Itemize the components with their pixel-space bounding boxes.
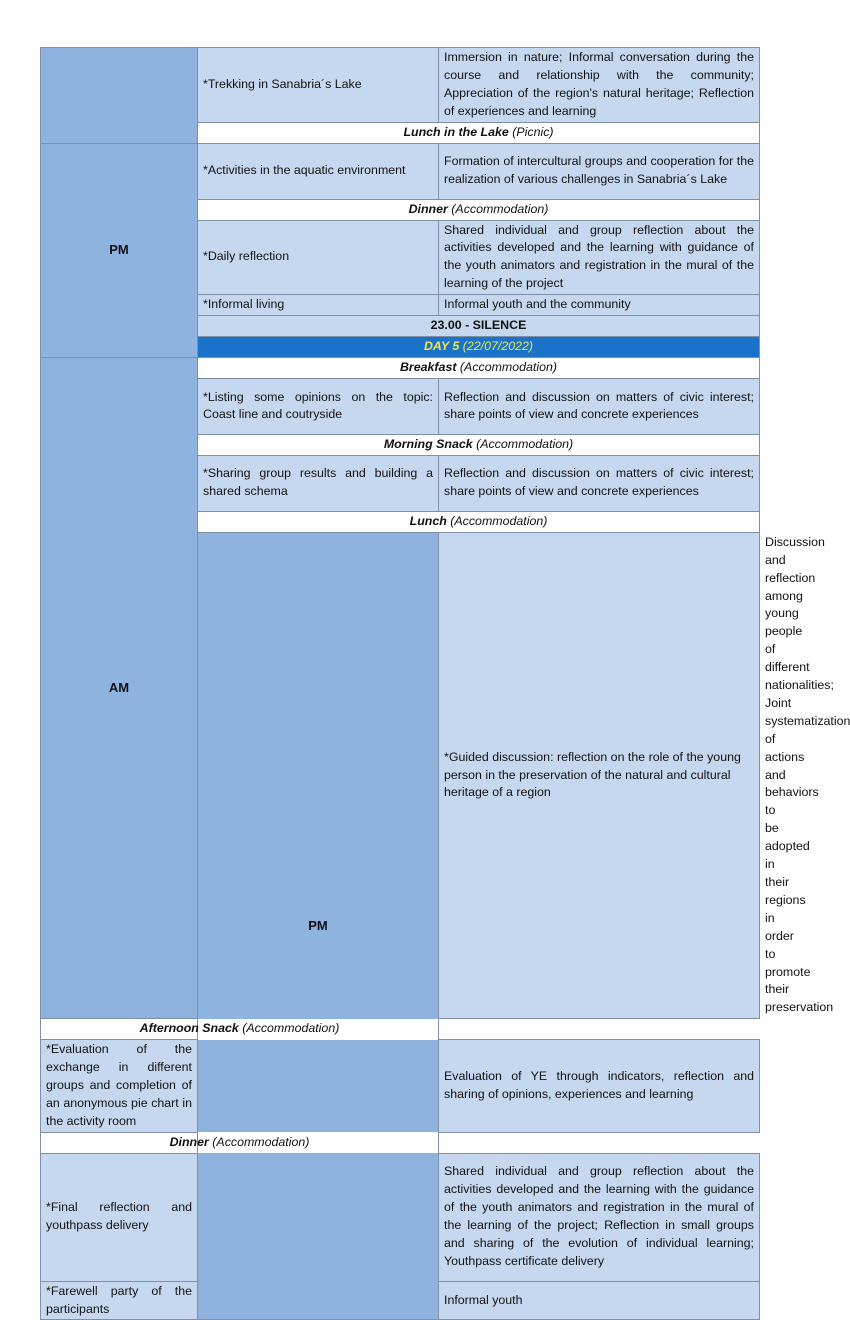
description-cell: Reflection and discussion on matters of civic interest; share points of view and concrete experiences bbox=[439, 455, 760, 511]
silence-cell: 23.00 - SILENCE bbox=[198, 316, 760, 337]
meal-name: Dinner bbox=[408, 201, 448, 216]
description-cell: Evaluation of YE through indicators, reflection and sharing of opinions, experiences and learning bbox=[439, 1040, 760, 1133]
activity-cell: *Sharing group results and building a shared schema bbox=[198, 455, 439, 511]
day-date: (22/07/2022) bbox=[462, 339, 534, 354]
table-row: PM *Guided discussion: reflection on the role of the young person in the preservation of the natural and cultural heritage of a region Discussion and reflection among young people of different nationalities; Joint systematization of actions and behaviors to be adopted in their regions in order to promote their preservation bbox=[41, 532, 760, 1018]
activity-cell: *Final reflection and youthpass delivery bbox=[41, 1153, 198, 1281]
meal-cell bbox=[198, 434, 760, 455]
meal-place: (Accommodation) bbox=[459, 360, 558, 375]
description-cell: Informal youth bbox=[439, 1281, 760, 1320]
activity-cell: *Trekking in Sanabria´s Lake bbox=[198, 48, 439, 123]
period-label-pm: PM bbox=[198, 532, 439, 1320]
activity-cell: *Activities in the aquatic environment bbox=[198, 143, 439, 199]
meal-cell bbox=[198, 122, 760, 143]
period-label-am: AM bbox=[41, 358, 198, 1019]
meal-name: Morning Snack bbox=[383, 436, 473, 451]
meal-place: (Accommodation) bbox=[451, 201, 549, 216]
period-label-pm: PM bbox=[41, 143, 198, 357]
meal-name: Lunch in the Lake bbox=[403, 124, 509, 139]
meal-row bbox=[41, 1019, 760, 1040]
meal-place: (Accommodation) bbox=[242, 1021, 340, 1036]
schedule-table bbox=[40, 47, 850, 1320]
meal-name: Afternoon Snack bbox=[139, 1021, 239, 1036]
description-cell: Reflection and discussion on matters of civic interest; share points of view and concrete experiences bbox=[439, 378, 760, 434]
meal-place: (Accommodation) bbox=[212, 1134, 310, 1149]
activity-cell: *Guided discussion: reflection on the role of the young person in the preservation of the natural and cultural heritage of a region bbox=[439, 532, 760, 1018]
meal-place: (Picnic) bbox=[512, 124, 554, 139]
meal-place: (Accommodation) bbox=[450, 513, 548, 528]
table-row bbox=[41, 143, 760, 199]
meal-cell bbox=[41, 1132, 439, 1153]
description-cell: Formation of intercultural groups and cooperation for the realization of various challenges in Sanabria´s Lake bbox=[439, 143, 760, 199]
day-name: DAY 5 bbox=[423, 339, 460, 354]
meal-cell bbox=[198, 511, 760, 532]
period-cell-continued bbox=[41, 48, 198, 144]
activity-cell: *Daily reflection bbox=[198, 220, 439, 295]
activity-cell: *Informal living bbox=[198, 295, 439, 316]
meal-cell bbox=[41, 1019, 439, 1040]
description-cell: Shared individual and group reflection about the activities developed and the learning with guidance of the youth animators and registration in the mural of the learning of the project bbox=[439, 220, 760, 295]
day-header bbox=[198, 337, 760, 358]
table-row bbox=[41, 48, 760, 123]
activity-cell: *Evaluation of the exchange in different groups and completion of an anonymous pie chart in the activity room bbox=[41, 1040, 198, 1133]
meal-name: Lunch bbox=[409, 513, 447, 528]
activity-cell: *Farewell party of the participants bbox=[41, 1281, 198, 1320]
description-cell: Informal youth and the community bbox=[439, 295, 760, 316]
description-cell: Immersion in nature; Informal conversation during the course and relationship with the community; Appreciation of the region's natural heritage; Reflection of experiences and learning bbox=[439, 48, 760, 123]
meal-name: Breakfast bbox=[399, 360, 457, 375]
meal-cell bbox=[198, 358, 760, 379]
meal-row bbox=[41, 1132, 760, 1153]
meal-cell bbox=[198, 199, 760, 220]
meal-name: Dinner bbox=[169, 1134, 209, 1149]
description-cell: Shared individual and group reflection about the activities developed and the learning with the guidance of the youth animators and registration in the mural of the learning of the project; Reflection in small groups and sharing of the evolution of individual learning; Youthpass certificate delivery bbox=[439, 1153, 760, 1281]
activity-cell: *Listing some opinions on the topic: Coast line and coutryside bbox=[198, 378, 439, 434]
meal-place: (Accommodation) bbox=[476, 436, 574, 451]
meal-row bbox=[41, 358, 760, 379]
